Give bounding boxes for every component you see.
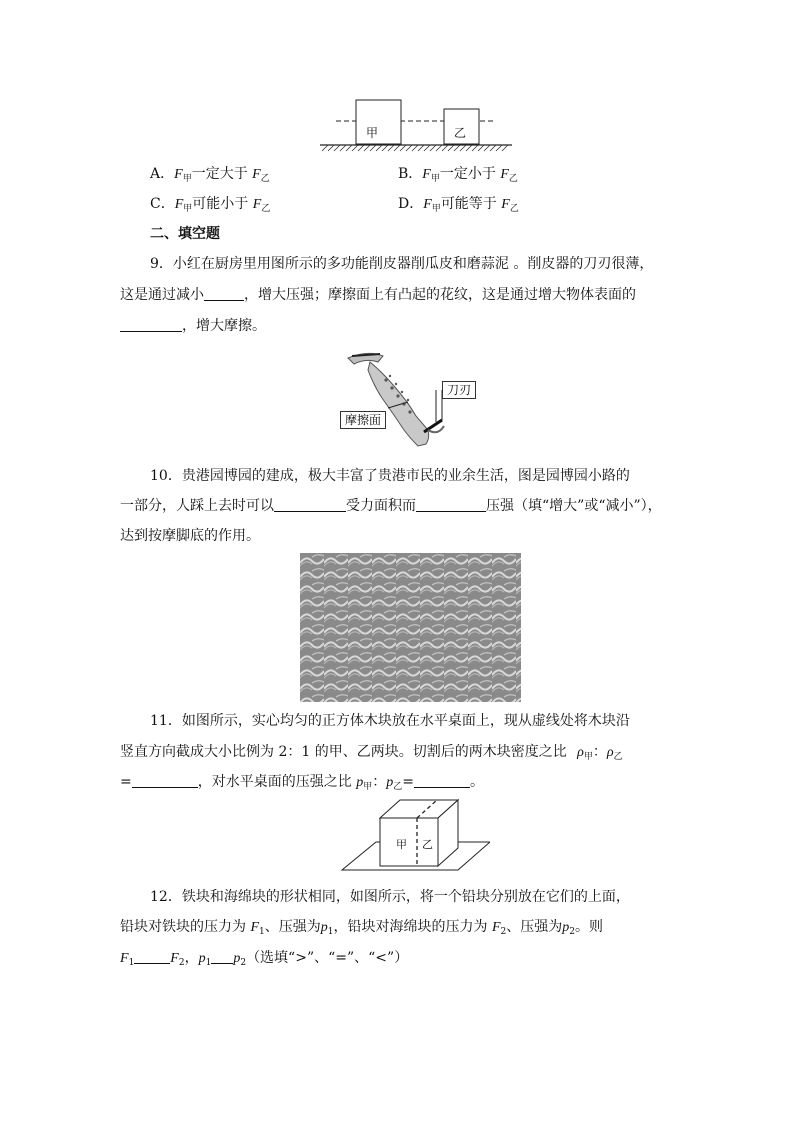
option-c-s2: 乙 bbox=[261, 204, 271, 214]
rho-sub-jia: 甲 bbox=[583, 752, 593, 762]
q9-line2b: ，增大压强；摩擦面上有凸起的花纹，这是通过增大物体表面的 bbox=[244, 287, 636, 303]
p-colon: ： bbox=[372, 774, 387, 790]
q10-blank-2[interactable] bbox=[416, 497, 486, 512]
cube-yi-label: 乙 bbox=[422, 838, 433, 851]
q12-line2c: ，铅块对海绵块的压力为 bbox=[333, 919, 488, 935]
q12-l3-f2-sub: 2 bbox=[178, 958, 185, 968]
q12-l3-p2: p bbox=[233, 951, 241, 966]
q11-period: 。 bbox=[469, 774, 484, 790]
option-b-f1: F bbox=[422, 167, 431, 182]
block-jia-label: 甲 bbox=[366, 126, 379, 140]
q12-p1: p bbox=[320, 920, 328, 935]
option-b-f2: F bbox=[500, 167, 509, 182]
option-b-s1: 甲 bbox=[430, 174, 440, 184]
option-c-s1: 甲 bbox=[183, 204, 193, 214]
option-a-s1: 甲 bbox=[182, 174, 192, 184]
option-a bbox=[150, 164, 270, 189]
option-b-letter: B． bbox=[398, 166, 423, 182]
q11-line3 bbox=[120, 772, 484, 797]
p-sub-jia: 甲 bbox=[363, 782, 373, 792]
q11-eq-end: = bbox=[402, 774, 414, 790]
q12-p1-sub: 1 bbox=[327, 927, 334, 937]
option-d bbox=[398, 194, 519, 219]
option-c-letter: C． bbox=[150, 196, 175, 212]
q12-line2a: 铅块对铁块的压力为 bbox=[120, 919, 246, 935]
q9-line1: 9．小红在厨房里用图所示的多功能削皮器削瓜皮和磨蒜泥 。削皮器的刀刃很薄， bbox=[150, 256, 654, 272]
q12-line2b: 、压强为 bbox=[264, 919, 321, 935]
q12-l3-p2-sub: 2 bbox=[240, 958, 247, 968]
p-sub-yi: 乙 bbox=[393, 782, 403, 792]
q12-f1-sub: 1 bbox=[259, 927, 265, 937]
q12-line1: 12．铁块和海绵块的形状相同，如图所示，将一个铅块分别放在它们的上面， bbox=[150, 889, 630, 905]
q12-l3-f1: F bbox=[120, 951, 129, 966]
peeler-figure bbox=[338, 346, 478, 456]
p-jia: p bbox=[356, 775, 364, 790]
q11-line2-text: 竖直方向截成大小比例为 2：1 的甲、乙两块。切割后的两木块密度之比 bbox=[120, 744, 567, 760]
q9-line3-text: ，增大摩擦。 bbox=[182, 318, 266, 334]
q12-f2-sub: 2 bbox=[500, 927, 507, 937]
q10-blank-1[interactable] bbox=[274, 497, 346, 512]
q10-line1: 10．贵港园博园的建成，极大丰富了贵港市民的业余生活，图是园博园小路的 bbox=[150, 468, 630, 484]
q11-line2 bbox=[120, 742, 623, 767]
option-c bbox=[150, 194, 270, 219]
q11-blank-2[interactable] bbox=[414, 773, 470, 788]
q12-line2 bbox=[120, 917, 603, 942]
q9-line2 bbox=[120, 285, 636, 305]
q12-f2: F bbox=[491, 920, 501, 935]
blocks-on-ground-figure bbox=[316, 96, 516, 156]
q12-p2: p bbox=[562, 920, 570, 935]
rho-jia: ρ bbox=[577, 745, 584, 760]
option-d-s1: 甲 bbox=[431, 204, 441, 214]
q11-eq: = bbox=[120, 774, 132, 790]
q9-line3 bbox=[120, 316, 266, 336]
option-b bbox=[398, 164, 518, 189]
option-a-s2: 乙 bbox=[260, 174, 270, 184]
option-c-text: 可能小于 bbox=[192, 196, 249, 212]
pebble-path-photo bbox=[300, 553, 521, 702]
option-d-letter: D． bbox=[398, 196, 424, 212]
q12-l3-f2: F bbox=[170, 951, 179, 966]
q9-blank-2[interactable] bbox=[120, 317, 182, 332]
q11-line3b: ，对水平桌面的压强之比 bbox=[197, 774, 352, 790]
option-d-s2: 乙 bbox=[509, 204, 519, 214]
friction-surface-label: 摩擦面 bbox=[340, 411, 386, 429]
q12-p2-sub: 2 bbox=[569, 927, 575, 937]
q12-line3-tail: （选填“>”、“=”、“<”） bbox=[246, 950, 409, 966]
option-d-text: 可能等于 bbox=[440, 196, 497, 212]
q9-line2a: 这是通过减小 bbox=[120, 287, 204, 303]
rho-yi: ρ bbox=[606, 745, 614, 760]
option-b-s2: 乙 bbox=[508, 174, 518, 184]
q10-line2c: 压强（填“增大”或“减小”）， bbox=[486, 498, 662, 514]
q12-blank-2[interactable] bbox=[211, 949, 233, 964]
block-yi-label: 乙 bbox=[454, 126, 467, 140]
q12-l3-f1-sub: 1 bbox=[128, 958, 135, 968]
section-title: 二、填空题 bbox=[150, 226, 220, 242]
option-d-f1: F bbox=[423, 197, 432, 212]
q11-blank-1[interactable] bbox=[132, 773, 198, 788]
rho-sub-yi: 乙 bbox=[613, 752, 623, 762]
option-a-letter: A． bbox=[150, 166, 175, 182]
q12-l3-comma: ， bbox=[184, 950, 199, 966]
q10-line2b: 受力面积而 bbox=[346, 498, 416, 514]
option-b-text: 一定小于 bbox=[439, 166, 496, 182]
option-a-f1: F bbox=[174, 167, 183, 182]
blade-label: 刀刃 bbox=[442, 381, 476, 399]
option-c-f2: F bbox=[252, 197, 262, 212]
q12-blank-1[interactable] bbox=[134, 949, 170, 964]
q9-blank-1[interactable] bbox=[204, 286, 244, 301]
option-a-f2: F bbox=[252, 167, 261, 182]
q12-line3 bbox=[120, 948, 408, 973]
q10-line3: 达到按摩脚底的作用。 bbox=[120, 528, 260, 544]
p-yi: p bbox=[386, 775, 394, 790]
q12-l3-p1-sub: 1 bbox=[205, 958, 212, 968]
rho-colon: ： bbox=[592, 744, 607, 760]
q10-line2 bbox=[120, 496, 662, 516]
q10-line2a: 一部分，人踩上去时可以 bbox=[120, 498, 274, 514]
q12-line2d: 、压强为 bbox=[506, 919, 563, 935]
q12-f1: F bbox=[250, 920, 260, 935]
option-c-f1: F bbox=[174, 197, 184, 212]
q12-line2e: 。则 bbox=[574, 919, 603, 935]
option-a-text: 一定大于 bbox=[191, 166, 248, 182]
option-d-f2: F bbox=[501, 197, 510, 212]
q12-l3-p1: p bbox=[198, 951, 206, 966]
cube-on-table-figure bbox=[340, 798, 490, 874]
cube-jia-label: 甲 bbox=[396, 838, 407, 851]
q11-line1: 11．如图所示，实心均匀的正方体木块放在水平桌面上，现从虚线处将木块沿 bbox=[150, 713, 630, 729]
